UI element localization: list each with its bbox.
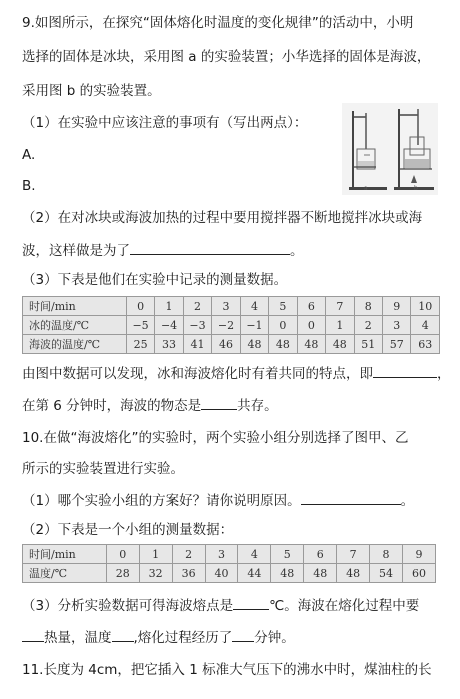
- q10-part3-text: （3）分析实验数据可得海波熔点是: [22, 598, 234, 614]
- table-cell: 0: [297, 316, 325, 335]
- answer-blank[interactable]: [112, 627, 134, 642]
- answer-blank[interactable]: [233, 595, 269, 610]
- table-cell: 9: [402, 545, 435, 564]
- answer-blank[interactable]: [232, 627, 254, 642]
- table-cell: 4: [240, 297, 268, 316]
- q10-part3-text-2: ℃。海波在熔化过程中要: [269, 598, 420, 614]
- q9-part2-line1: （2）在对冰块或海波加热的过程中要用搅拌器不断地搅拌冰块或海: [22, 210, 423, 226]
- table-cell: 1: [139, 545, 172, 564]
- table-cell: 48: [269, 335, 297, 354]
- q9-conclusion-end: ，: [437, 366, 451, 382]
- q9-conclusion-text: 由图中数据可以发现，冰和海波熔化时有着共同的特点，即: [22, 366, 373, 382]
- q9-conclusion-1: [22, 363, 451, 384]
- q9-line2: 选择的固体是冰块，采用图 a 的实验装置；小华选择的固体是海波，: [22, 49, 431, 65]
- table-cell: 10: [411, 297, 440, 316]
- table-cell: 2: [172, 545, 205, 564]
- table-cell: 25: [126, 335, 154, 354]
- table-cell: 36: [172, 564, 205, 583]
- answer-blank[interactable]: [301, 490, 401, 505]
- apparatus-drawing: [342, 103, 438, 195]
- table-row: [23, 545, 436, 564]
- table-cell: 时间/min: [23, 297, 127, 316]
- table-cell: 48: [271, 564, 304, 583]
- table-cell: 温度/℃: [23, 564, 107, 583]
- table-cell: −4: [155, 316, 183, 335]
- table-cell: −1: [240, 316, 268, 335]
- table-cell: 46: [212, 335, 240, 354]
- q10-part4-text-1: 热量，温度: [44, 630, 112, 646]
- table-cell: 0: [269, 316, 297, 335]
- q9-state-end: 共存。: [237, 398, 278, 414]
- table-cell: 51: [354, 335, 382, 354]
- q10-part1-end: 。: [400, 493, 415, 509]
- table-cell: 63: [411, 335, 440, 354]
- table-cell: 9: [383, 297, 411, 316]
- table-cell: 2: [183, 297, 211, 316]
- table-cell: 48: [297, 335, 325, 354]
- q9-option-a: A.: [22, 147, 36, 163]
- table-cell: 48: [240, 335, 268, 354]
- table-cell: 5: [269, 297, 297, 316]
- apparatus-figure: [342, 103, 438, 195]
- table-cell: 48: [337, 564, 370, 583]
- table-cell: 5: [271, 545, 304, 564]
- answer-blank[interactable]: [22, 627, 44, 642]
- table-cell: 28: [106, 564, 139, 583]
- q9-line1: 9.如图所示，在探究“固体熔化时温度的变化规律”的活动中，小明: [22, 15, 414, 31]
- table-cell: 32: [139, 564, 172, 583]
- q9-part2-text: 波，这样做是为了: [22, 243, 130, 259]
- q10-part3: [22, 595, 419, 616]
- q9-option-b: B.: [22, 178, 36, 194]
- table-cell: 8: [354, 297, 382, 316]
- q9-line3: 采用图 b 的实验装置。: [22, 83, 161, 99]
- table-row: [23, 316, 440, 335]
- table-cell: 33: [155, 335, 183, 354]
- table-cell: 60: [402, 564, 435, 583]
- q10-part2: （2）下表是一个小组的测量数据：: [22, 522, 234, 538]
- q9-conclusion-2: [22, 395, 278, 416]
- q10-part1: [22, 490, 414, 511]
- table-cell: −5: [126, 316, 154, 335]
- table-cell: 3: [383, 316, 411, 335]
- table-cell: 时间/min: [23, 545, 107, 564]
- answer-blank[interactable]: [130, 240, 290, 255]
- table-cell: 0: [106, 545, 139, 564]
- q9-part3: （3）下表是他们在实验中记录的测量数据。: [22, 272, 288, 288]
- data-table-2: [22, 544, 436, 583]
- table-cell: 4: [411, 316, 440, 335]
- q11-line1: 11.长度为 4cm，把它插入 1 标准大气压下的沸水中时，煤油柱的长: [22, 662, 432, 678]
- figure-label-b: b: [414, 185, 418, 192]
- figure-label-a: a: [364, 185, 368, 192]
- table-cell: 54: [370, 564, 403, 583]
- table-row: [23, 335, 440, 354]
- table-cell: 0: [126, 297, 154, 316]
- q10-part4-text-3: 分钟。: [254, 630, 295, 646]
- table-cell: 1: [155, 297, 183, 316]
- q10-part1-text: （1）哪个实验小组的方案好？请你说明原因。: [22, 493, 301, 509]
- table-row: [23, 564, 436, 583]
- table-cell: 3: [212, 297, 240, 316]
- table-cell: 40: [205, 564, 238, 583]
- table-cell: 44: [238, 564, 271, 583]
- table-cell: 2: [354, 316, 382, 335]
- q9-part2-end: 。: [290, 243, 304, 259]
- q10-line1: 10.在做“海波熔化”的实验时，两个实验小组分别选择了图甲、乙: [22, 430, 409, 446]
- answer-blank[interactable]: [373, 363, 437, 378]
- table-cell: 海波的温度/℃: [23, 335, 127, 354]
- table-cell: 7: [337, 545, 370, 564]
- q9-part2-line2: [22, 240, 304, 261]
- table-cell: −3: [183, 316, 211, 335]
- q10-line2: 所示的实验装置进行实验。: [22, 461, 184, 477]
- answer-blank[interactable]: [201, 395, 237, 410]
- data-table-1: [22, 296, 440, 354]
- table-cell: 8: [370, 545, 403, 564]
- table-cell: 7: [326, 297, 354, 316]
- table-cell: 57: [383, 335, 411, 354]
- table-cell: 1: [326, 316, 354, 335]
- q9-state-text: 在第 6 分钟时，海波的物态是: [22, 398, 202, 414]
- table-cell: 48: [304, 564, 337, 583]
- q10-part4-text-2: ,熔化过程经历了: [133, 630, 233, 646]
- table-cell: 4: [238, 545, 271, 564]
- table-cell: 6: [304, 545, 337, 564]
- table-cell: 41: [183, 335, 211, 354]
- q10-part4: [22, 627, 295, 648]
- table-cell: 3: [205, 545, 238, 564]
- table-cell: 6: [297, 297, 325, 316]
- q9-part1: （1）在实验中应该注意的事项有（写出两点）：: [22, 115, 308, 131]
- table-cell: 48: [326, 335, 354, 354]
- table-row: [23, 297, 440, 316]
- table-cell: 冰的温度/℃: [23, 316, 127, 335]
- table-cell: −2: [212, 316, 240, 335]
